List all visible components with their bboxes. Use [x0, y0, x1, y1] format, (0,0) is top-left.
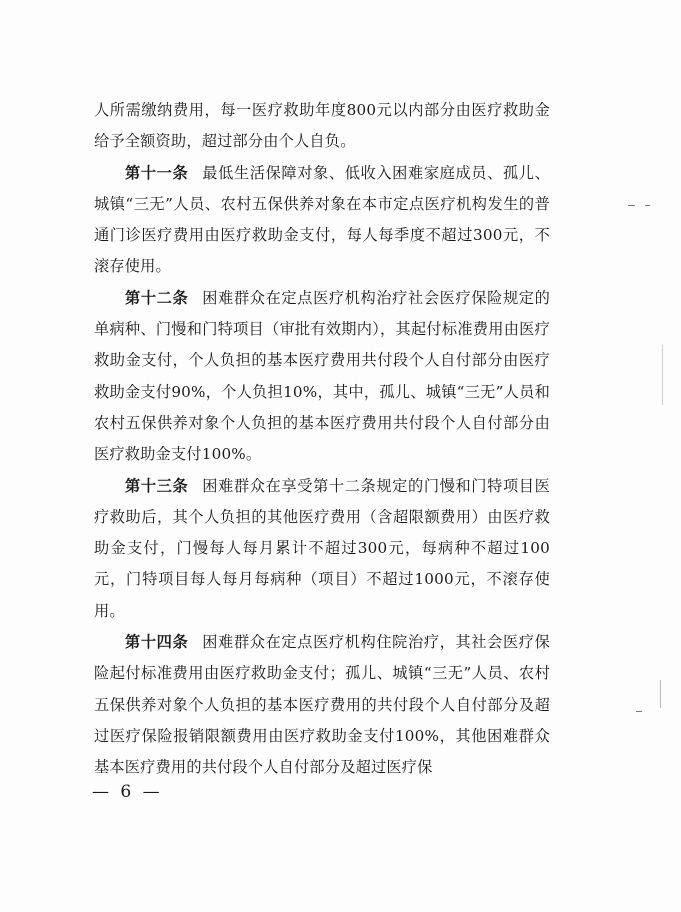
article-text: 困难群众在定点医疗机构住院治疗，其社会医疗保险起付标准费用由医疗救助金支付；孤儿、城镇“三无”人员、农村五保供养对象个人负担的基本医疗费用的共付段个人自付部分及超过医疗保险报销限额费用由医疗救助金支付100%，其他困难群众基本医疗费用的共付段个人自付部分及超过医疗保 [94, 633, 550, 777]
article-14 [94, 627, 550, 783]
paragraph-continuation [94, 95, 550, 158]
scan-speck [628, 205, 635, 206]
scan-speck [662, 345, 663, 405]
scan-speck [660, 680, 661, 708]
paragraph-text: 人所需缴纳费用，每一医疗救助年度800元以内部分由医疗救助金给予全额资助，超过部分由个人自负。 [94, 101, 550, 151]
article-heading: 第十三条 [125, 476, 189, 495]
body-text [94, 95, 550, 784]
article-text: 困难群众在享受第十二条规定的门慢和门特项目医疗救助后，其个人负担的其他医疗费用（含超限额费用）由医疗救助金支付，门慢每人每月累计不超过300元，每病种不超过100元，门特项目每人每月每病种（项目）不超过1000元，不滚存使用。 [94, 476, 550, 620]
scan-speck [636, 711, 642, 712]
scan-speck [645, 205, 650, 206]
article-12 [94, 283, 550, 471]
article-text: 最低生活保障对象、低收入困难家庭成员、孤儿、城镇“三无”人员、农村五保供养对象在本市定点医疗机构发生的普通门诊医疗费用由医疗救助金支付，每人每季度不超过300元，不滚存使用。 [94, 163, 550, 276]
article-11 [94, 158, 550, 283]
article-heading: 第十一条 [125, 163, 189, 182]
article-13 [94, 471, 550, 627]
article-heading: 第十四条 [125, 633, 189, 652]
article-heading: 第十二条 [125, 288, 189, 307]
article-text: 困难群众在定点医疗机构治疗社会医疗保险规定的单病种、门慢和门特项目（审批有效期内），其起付标准费用由医疗救助金支付，个人负担的基本医疗费用共付段个人自付部分由医疗救助金支付90%，个人负担10%，其中，孤儿、城镇“三无”人员和农村五保供养对象个人负担的基本医疗费用共付段个人自付部分由医疗救助金支付100%。 [94, 288, 550, 464]
page-number: — 6 — [92, 782, 163, 802]
